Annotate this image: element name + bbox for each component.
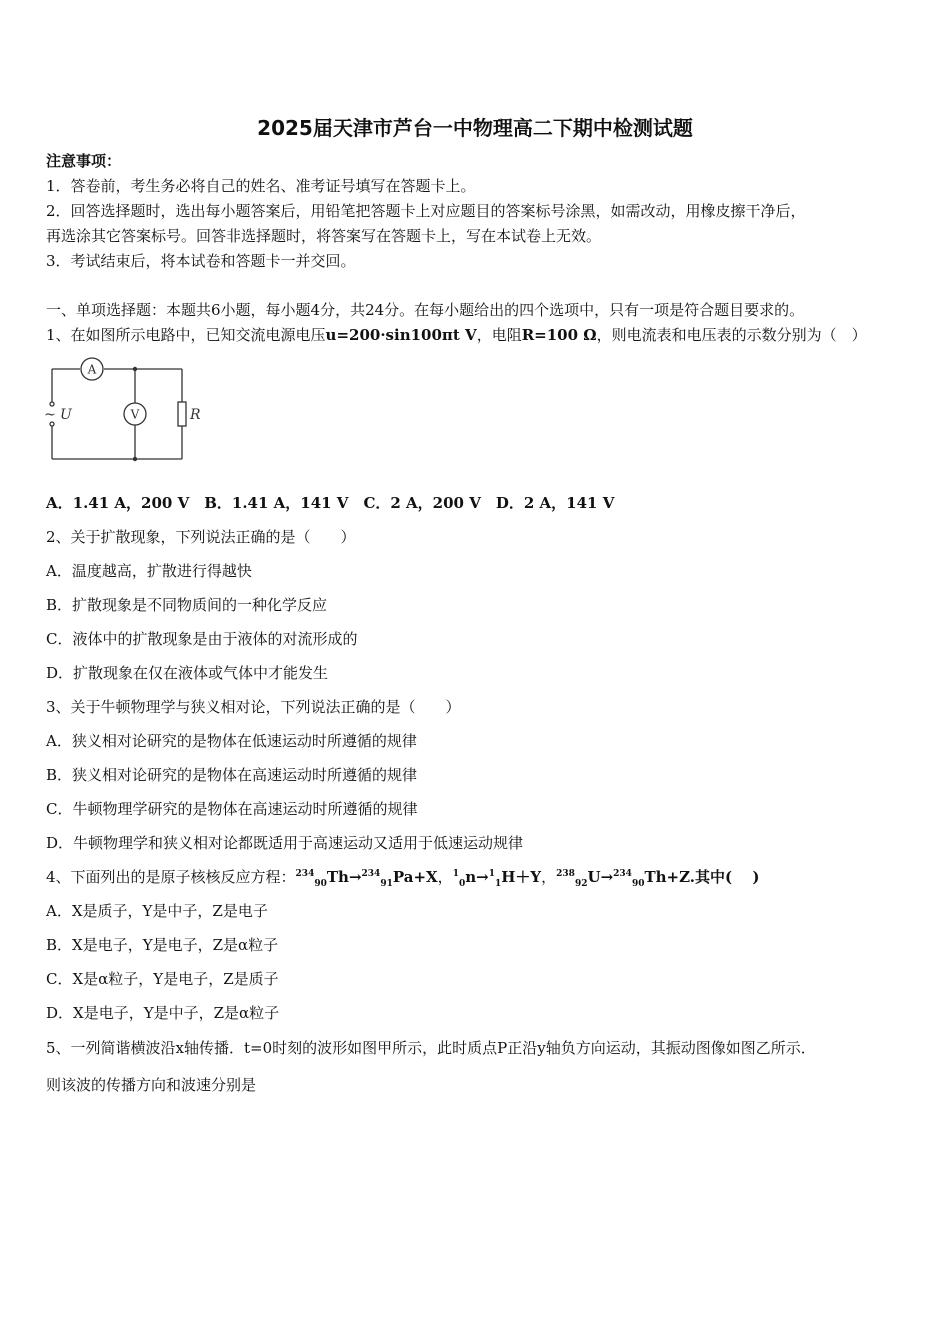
question-4-stem — [46, 866, 759, 888]
atomic-number: 1 — [494, 879, 502, 889]
mass-number: 234 — [613, 869, 632, 879]
question-5-stem-cont: 则该波的传播方向和波速分别是 — [46, 1076, 257, 1094]
mass-number: 238 — [556, 869, 575, 879]
ammeter-label: A — [87, 362, 97, 377]
source-label: U — [60, 407, 72, 423]
q4-prefix: 4、下面列出的是原子核核反应方程： — [46, 868, 296, 886]
separator: ， — [541, 868, 557, 886]
arrow: → — [476, 868, 489, 886]
atomic-number: 90 — [631, 879, 645, 889]
q1-stem-b: ，电阻 — [476, 326, 522, 344]
q2-option: A．温度越高，扩散进行得越快 — [46, 562, 252, 580]
reaction-3 — [556, 868, 760, 889]
q4-option: B．X是电子，Y是电子，Z是α粒子 — [46, 936, 279, 954]
circuit-diagram — [42, 352, 202, 467]
section-heading: 一、单项选择题：本题共6小题，每小题4分，共24分。在每小题给出的四个选项中，只有一项是符合题目要求的。 — [46, 301, 805, 319]
notice-item: 3．考试结束后，将本试卷和答题卡一并交回。 — [46, 252, 356, 270]
q1-formula: u=200·sin100πt V — [325, 326, 477, 344]
question-2-stem: 2、关于扩散现象，下列说法正确的是（ ） — [46, 528, 356, 546]
q1-resistance: R=100 Ω — [521, 326, 597, 344]
q2-option: C．液体中的扩散现象是由于液体的对流形成的 — [46, 630, 358, 648]
nuclide: Th+Z. — [644, 868, 696, 886]
nuclide: Pa+X — [392, 868, 438, 886]
reaction-1 — [295, 868, 438, 889]
mass-number: 234 — [361, 869, 381, 879]
nuclide: H＋Y — [501, 868, 542, 886]
atomic-number: 92 — [574, 879, 588, 889]
notice-item: 再选涂其它答案标号。回答非选择题时，将答案写在答题卡上，写在本试卷上无效。 — [46, 227, 602, 245]
separator: ， — [437, 868, 453, 886]
resistor-label: R — [190, 407, 201, 423]
page-title: 2025届天津市芦台一中物理高二下期中检测试题 — [257, 116, 693, 140]
q4-tail: 其中( ) — [695, 868, 760, 886]
q1-stem-c: ，则电流表和电压表的示数分别为（ ） — [596, 326, 867, 344]
question-1-options: A．1.41 A，200 V B．1.41 A，141 V C．2 A，200 V D．2 A，141 V — [46, 494, 615, 512]
q1-stem-a: 1、在如图所示电路中，已知交流电源电压 — [46, 326, 326, 344]
q3-option: A．狭义相对论研究的是物体在低速运动时所遵循的规律 — [46, 732, 417, 750]
arrow: → — [348, 868, 362, 886]
ac-source-icon: ~ — [44, 407, 56, 423]
atomic-number: 90 — [314, 879, 327, 889]
q4-option: D．X是电子，Y是中子，Z是α粒子 — [46, 1004, 280, 1022]
terminal-icon — [50, 402, 54, 406]
resistor-icon — [178, 402, 186, 426]
atomic-number: 0 — [458, 879, 466, 889]
junction-dot — [133, 367, 137, 371]
q2-option: B．扩散现象是不同物质间的一种化学反应 — [46, 596, 328, 614]
mass-number: 1 — [452, 869, 459, 879]
notice-heading: 注意事项： — [46, 152, 122, 170]
q3-option: B．狭义相对论研究的是物体在高速运动时所遵循的规律 — [46, 766, 418, 784]
q3-option: C．牛顿物理学研究的是物体在高速运动时所遵循的规律 — [46, 800, 418, 818]
nuclide: Th — [326, 868, 349, 886]
q4-option: C．X是α粒子，Y是电子，Z是质子 — [46, 970, 279, 988]
nuclide: n — [465, 868, 477, 886]
voltmeter-label: V — [130, 407, 140, 422]
question-3-stem: 3、关于牛顿物理学与狭义相对论，下列说法正确的是（ ） — [46, 698, 461, 716]
q4-option: A．X是质子，Y是中子，Z是电子 — [46, 902, 268, 920]
question-1-stem — [46, 324, 867, 346]
arrow: → — [600, 868, 614, 886]
atomic-number: 91 — [380, 879, 393, 889]
question-5-stem: 5、一列简谐横波沿x轴传播．t=0时刻的波形如图甲所示，此时质点P正沿y轴负方向运动，其振动图像如图乙所示． — [46, 1039, 816, 1057]
q2-option: D．扩散现象在仅在液体或气体中才能发生 — [46, 664, 329, 682]
mass-number: 1 — [488, 869, 495, 879]
junction-dot — [133, 457, 137, 461]
notice-item: 1．答卷前，考生务必将自己的姓名、准考证号填写在答题卡上。 — [46, 177, 476, 195]
mass-number: 234 — [295, 869, 315, 879]
notice-item: 2．回答选择题时，选出每小题答案后，用铅笔把答题卡上对应题目的答案标号涂黑，如需改动，用橡皮擦干净后， — [46, 202, 806, 220]
nuclide: U — [587, 868, 601, 886]
q3-option: D．牛顿物理学和狭义相对论都既适用于高速运动又适用于低速运动规律 — [46, 834, 524, 852]
reaction-2 — [452, 868, 542, 889]
